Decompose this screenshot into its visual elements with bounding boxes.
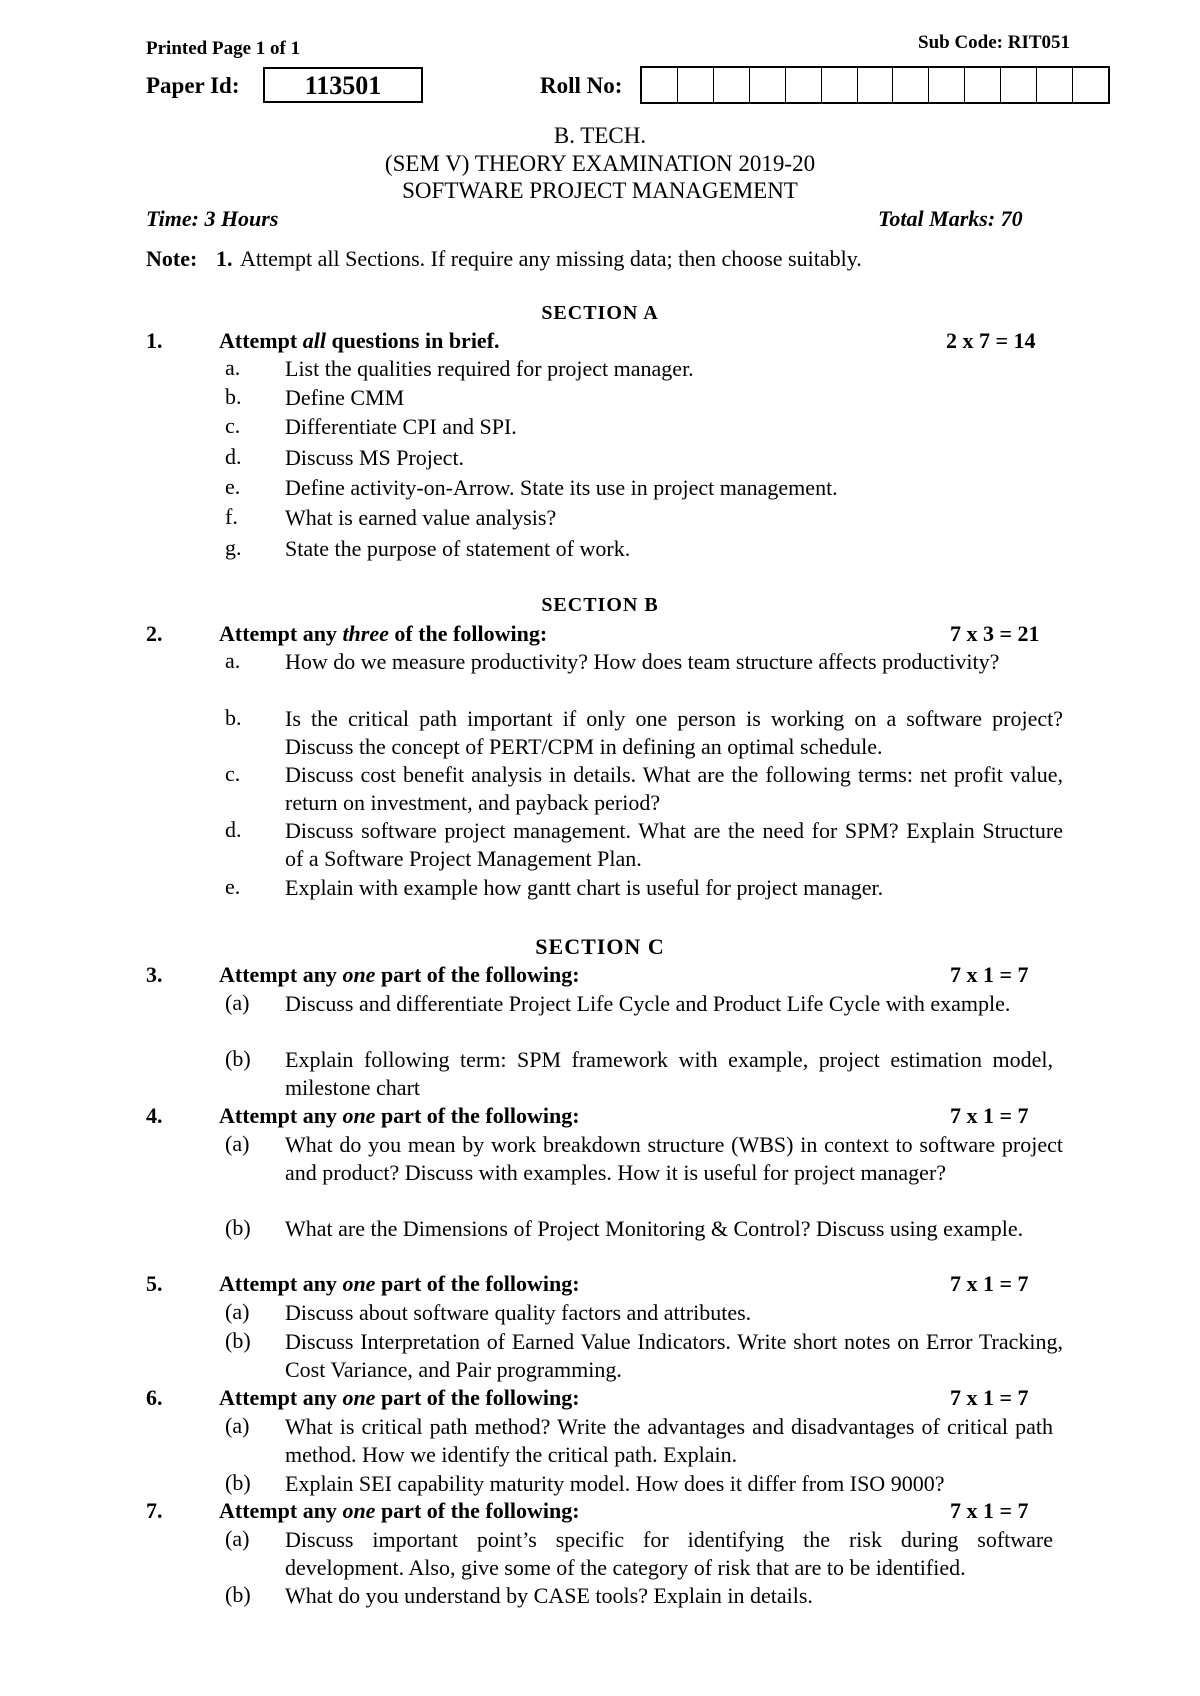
item-label: (b)	[225, 1215, 251, 1240]
item-label: f.	[225, 504, 238, 529]
question-number: 1.	[146, 328, 163, 353]
question-item: Discuss about software quality factors and attributes.	[285, 1300, 752, 1325]
roll-no-cell[interactable]	[929, 68, 965, 102]
item-label: (a)	[225, 1526, 250, 1551]
question-item: What is critical path method? Write the advantages and disadvantages of critical path method. How we identify the critical path. Explain.	[285, 1414, 1053, 1467]
question-marks: 7 x 1 = 7	[950, 1271, 1029, 1296]
printed-page: Printed Page 1 of 1	[146, 38, 301, 59]
roll-no-cell[interactable]	[893, 68, 929, 102]
question-number: 5.	[146, 1271, 163, 1296]
question-item: Explain SEI capability maturity model. How does it differ from ISO 9000?	[285, 1471, 945, 1496]
note-label: Note:	[146, 246, 198, 271]
sub-code: Sub Code: RIT051	[918, 32, 1071, 53]
question-instruction: Attempt all questions in brief.	[219, 328, 500, 353]
question-item: What are the Dimensions of Project Monitoring & Control? Discuss using example.	[285, 1216, 1024, 1241]
question-item: Discuss and differentiate Project Life Cycle and Product Life Cycle with example.	[285, 991, 1011, 1016]
question-item: Explain with example how gantt chart is useful for project manager.	[285, 875, 884, 900]
item-label: d.	[225, 817, 242, 842]
paper-id-box: 113501	[263, 67, 423, 103]
item-label: (b)	[225, 1046, 251, 1071]
question-instruction: Attempt any one part of the following:	[219, 1103, 580, 1128]
time-allowed: Time: 3 Hours	[146, 206, 279, 231]
section-a-title: SECTION A	[541, 302, 659, 324]
section-c-title: SECTION C	[535, 934, 665, 959]
item-label: g.	[225, 535, 242, 560]
question-item: Discuss software project management. What are the need for SPM? Explain Structure of a Software Project Management Plan.	[285, 818, 1063, 871]
question-number: 3.	[146, 962, 163, 987]
roll-no-cell[interactable]	[786, 68, 822, 102]
question-item: Define activity-on-Arrow. State its use in project management.	[285, 475, 838, 500]
question-item: Discuss important point’s specific for identifying the risk during software development. Also, give some of the category of risk that are to be identified.	[285, 1527, 1053, 1580]
question-number: 6.	[146, 1385, 163, 1410]
question-item: Discuss cost benefit analysis in details. What are the following terms: net profit value, return on investment, and payback period?	[285, 762, 1063, 815]
roll-no-cell[interactable]	[1001, 68, 1037, 102]
question-item: What do you mean by work breakdown structure (WBS) in context to software project and product? Discuss with examples. How it is useful for project manager?	[285, 1132, 1063, 1185]
question-instruction: Attempt any one part of the following:	[219, 1498, 580, 1523]
total-marks: Total Marks: 70	[878, 206, 1023, 231]
note-text: Attempt all Sections. If require any missing data; then choose suitably.	[240, 246, 862, 271]
question-marks: 7 x 1 = 7	[950, 1498, 1029, 1523]
item-label: c.	[225, 761, 241, 786]
question-instruction: Attempt any one part of the following:	[219, 962, 580, 987]
item-label: c.	[225, 413, 241, 438]
item-label: (a)	[225, 1413, 250, 1438]
paper-id-label: Paper Id:	[146, 73, 240, 98]
item-label: (a)	[225, 1131, 250, 1156]
item-label: a.	[225, 355, 241, 380]
question-marks: 7 x 1 = 7	[950, 962, 1029, 987]
question-item: Differentiate CPI and SPI.	[285, 414, 517, 439]
roll-no-label: Roll No:	[540, 73, 623, 98]
roll-no-cell[interactable]	[642, 68, 678, 102]
item-label: (b)	[225, 1582, 251, 1607]
item-label: (a)	[225, 1299, 250, 1324]
title-exam: (SEM V) THEORY EXAMINATION 2019-20	[384, 151, 816, 176]
section-b-title: SECTION B	[541, 594, 659, 616]
item-label: b.	[225, 384, 242, 409]
question-item: What do you understand by CASE tools? Explain in details.	[285, 1583, 813, 1608]
item-label: e.	[225, 874, 241, 899]
item-label: e.	[225, 474, 241, 499]
question-instruction: Attempt any three of the following:	[219, 621, 548, 646]
question-item: What is earned value analysis?	[285, 505, 557, 530]
title-course: B. TECH.	[553, 123, 647, 148]
question-item: List the qualities required for project manager.	[285, 356, 694, 381]
question-item: State the purpose of statement of work.	[285, 536, 631, 561]
question-instruction: Attempt any one part of the following:	[219, 1271, 580, 1296]
roll-no-cell[interactable]	[965, 68, 1001, 102]
question-marks: 2 x 7 = 14	[946, 328, 1036, 353]
question-marks: 7 x 3 = 21	[950, 621, 1040, 646]
roll-no-cell[interactable]	[1037, 68, 1073, 102]
item-label: b.	[225, 705, 242, 730]
question-marks: 7 x 1 = 7	[950, 1103, 1029, 1128]
question-item: Discuss MS Project.	[285, 445, 465, 470]
title-subject: SOFTWARE PROJECT MANAGEMENT	[402, 178, 798, 203]
item-label: d.	[225, 444, 242, 469]
question-item: Is the critical path important if only one person is working on a software project? Discuss the concept of PERT/CPM in defining an optimal schedule.	[285, 706, 1063, 759]
question-item: Define CMM	[285, 385, 405, 410]
item-label: (b)	[225, 1328, 251, 1353]
question-item: Discuss Interpretation of Earned Value Indicators. Write short notes on Error Tracking, Cost Variance, and Pair programming.	[285, 1329, 1063, 1382]
roll-no-boxes[interactable]	[640, 66, 1110, 104]
note-number: 1.	[216, 246, 233, 271]
question-item: Explain following term: SPM framework with example, project estimation model, milestone chart	[285, 1047, 1053, 1100]
question-number: 2.	[146, 621, 163, 646]
question-instruction: Attempt any one part of the following:	[219, 1385, 580, 1410]
item-label: a.	[225, 648, 241, 673]
roll-no-cell[interactable]	[714, 68, 750, 102]
roll-no-cell[interactable]	[1073, 68, 1108, 102]
roll-no-cell[interactable]	[750, 68, 786, 102]
question-number: 7.	[146, 1498, 163, 1523]
item-label: (a)	[225, 990, 250, 1015]
roll-no-cell[interactable]	[858, 68, 894, 102]
question-item: How do we measure productivity? How does team structure affects productivity?	[285, 649, 1000, 674]
question-marks: 7 x 1 = 7	[950, 1385, 1029, 1410]
item-label: (b)	[225, 1470, 251, 1495]
roll-no-cell[interactable]	[678, 68, 714, 102]
question-number: 4.	[146, 1103, 163, 1128]
roll-no-cell[interactable]	[822, 68, 858, 102]
